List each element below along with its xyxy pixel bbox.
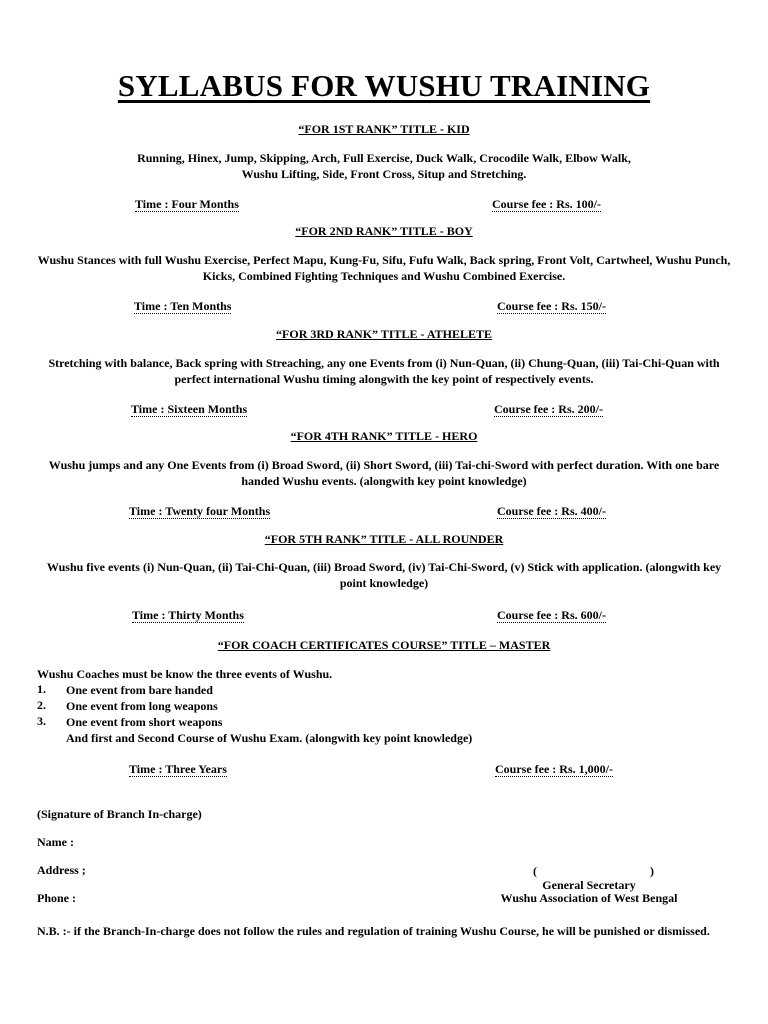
section-5-heading: “FOR 5TH RANK” TITLE - ALL ROUNDER: [264, 532, 504, 546]
section-4-fee: Course fee : Rs. 400/-: [497, 504, 606, 518]
section-5-time: Time : Thirty Months: [132, 608, 244, 622]
section-1-time: Time : Four Months: [135, 197, 239, 211]
document-title: SYLLABUS FOR WUSHU TRAINING: [117, 68, 651, 103]
signature-label: (Signature of Branch In-charge): [37, 807, 202, 821]
section-4-heading: “FOR 4TH RANK” TITLE - HERO: [290, 429, 478, 443]
section-3-fee: Course fee : Rs. 200/-: [494, 402, 603, 416]
general-secretary-title: General Secretary: [542, 878, 636, 892]
section-1-heading: “FOR 1ST RANK” TITLE - KID: [298, 122, 470, 136]
section-3-heading: “FOR 3RD RANK” TITLE - ATHELETE: [276, 327, 492, 341]
coach-heading: “FOR COACH CERTIFICATES COURSE” TITLE – MASTER: [217, 638, 551, 652]
section-5-body: Wushu five events (i) Nun-Quan, (ii) Tai-Chi-Quan, (iii) Broad Sword, (iv) Tai-Chi-Sword, (v) Stick with application. (alongwith key point knowledge): [46, 560, 722, 590]
section-4-time: Time : Twenty four Months: [129, 504, 271, 518]
coach-time: Time : Three Years: [129, 762, 227, 776]
section-2-heading: “FOR 2ND RANK” TITLE - BOY: [295, 224, 473, 238]
section-2-fee: Course fee : Rs. 150/-: [497, 299, 606, 313]
coach-item-1-text: One event from bare handed: [66, 683, 213, 697]
section-3-time: Time : Sixteen Months: [131, 402, 248, 416]
signature-paren-close: ): [650, 864, 654, 878]
section-2-time: Time : Ten Months: [134, 299, 232, 313]
coach-extra: And first and Second Course of Wushu Exam. (alongwith key point knowledge): [66, 731, 473, 745]
nb-note: N.B. :- if the Branch-In-charge does not follow the rules and regulation of training Wushu Course, he will be punished or dismissed.: [37, 924, 710, 938]
signature-paren-open: (: [533, 864, 537, 878]
section-3-body: Stretching with balance, Back spring with Streaching, any one Events from (i) Nun-Quan, (ii) Chung-Quan, (iii) Tai-Chi-Quan with perfect international Wushu timing alongwith the key point of respectively events.: [48, 356, 720, 386]
coach-item-3-text: One event from short weapons: [66, 715, 223, 729]
coach-item-2-text: One event from long weapons: [66, 699, 218, 713]
coach-item-1-number: 1.: [37, 682, 46, 696]
section-4-body: Wushu jumps and any One Events from (i) Broad Sword, (ii) Short Sword, (iii) Tai-chi-Sword with perfect duration. With one bare handed Wushu events. (alongwith key point knowledge): [48, 458, 720, 488]
section-1-body: Running, Hinex, Jump, Skipping, Arch, Full Exercise, Duck Walk, Crocodile Walk, Elbow Walk, Wushu Lifting, Side, Front Cross, Situp and Stretching.: [137, 151, 631, 181]
section-2-body: Wushu Stances with full Wushu Exercise, Perfect Mapu, Kung-Fu, Sifu, Fufu Walk, Back spring, Front Volt, Cartwheel, Wushu Punch, Kicks, Combined Fighting Techniques and Wushu Combined Exercise.: [37, 253, 731, 283]
coach-item-2-number: 2.: [37, 698, 46, 712]
address-label: Address ;: [37, 863, 86, 877]
coach-intro: Wushu Coaches must be know the three events of Wushu.: [37, 667, 333, 681]
section-1-fee: Course fee : Rs. 100/-: [492, 197, 601, 211]
coach-fee: Course fee : Rs. 1,000/-: [495, 762, 613, 776]
coach-item-3-number: 3.: [37, 714, 46, 728]
association-name: Wushu Association of West Bengal: [500, 891, 678, 905]
section-5-fee: Course fee : Rs. 600/-: [497, 608, 606, 622]
name-label: Name :: [37, 835, 74, 849]
phone-label: Phone :: [37, 891, 76, 905]
